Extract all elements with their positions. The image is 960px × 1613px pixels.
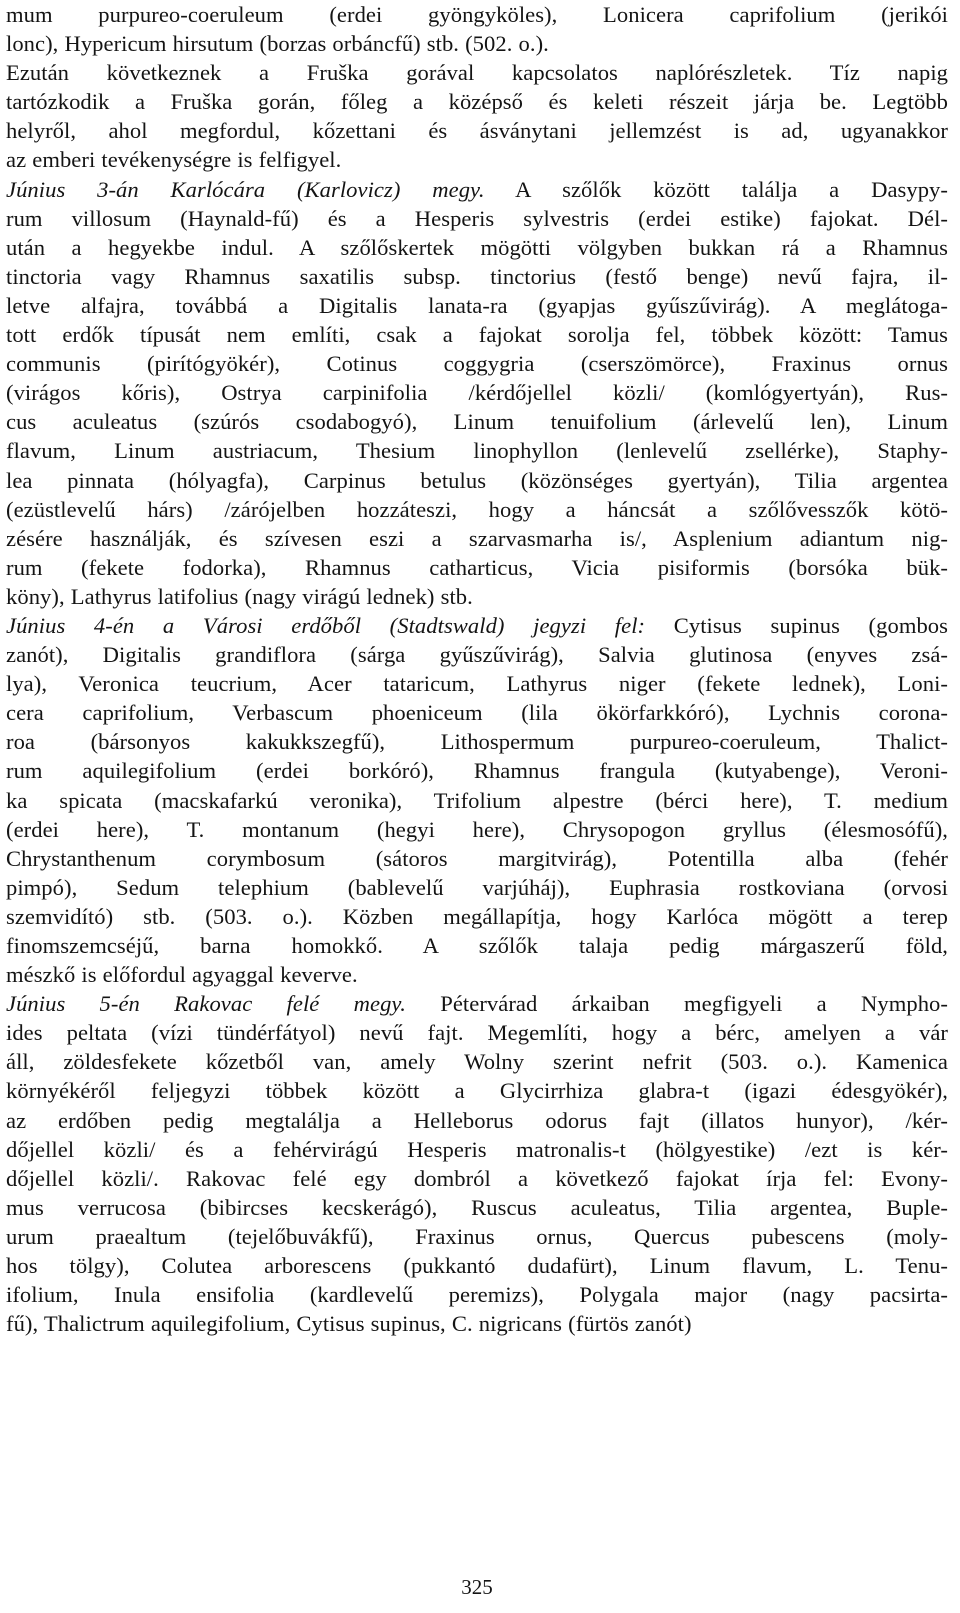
text-line <box>6 1135 948 1164</box>
text-line <box>6 436 948 465</box>
text-segment: szemvidító) stb. (503. o.). Közben megállapítja, hogy Karlóca mögött a terep <box>6 903 948 929</box>
text-line <box>6 1280 948 1309</box>
text-segment: az erdőben pedig megtalálja a Helleborus odorus fajt (illatos hunyor), /kér- <box>6 1107 948 1133</box>
text-line <box>6 669 948 698</box>
text-segment: rum villosum (Haynald-fű) és a Hesperis sylvestris (erdei estike) fajokat. Dél- <box>6 205 948 231</box>
text-line <box>6 116 948 145</box>
text-segment: zanót), Digitalis grandiflora (sárga gyűszűvirág), Salvia glutinosa (enyves zsá- <box>6 642 948 668</box>
text-line <box>6 29 948 58</box>
text-segment: Pétervárad árkaiban megfigyeli a Nympho- <box>405 991 948 1017</box>
text-segment: (virágos kőris), Ostrya carpinifolia /kérdőjellel közli/ (komlógyertyán), Rus- <box>6 380 948 406</box>
text-line <box>6 582 948 611</box>
text-segment: zésére használják, és szívesen eszi a szarvasmarha is/, Asplenium adiantum nig- <box>6 525 948 551</box>
text-line <box>6 291 948 320</box>
document-page <box>6 0 948 1613</box>
text-line <box>6 262 948 291</box>
text-segment: A szőlők között találja a Dasypy- <box>484 176 948 202</box>
paragraph <box>6 0 948 58</box>
text-segment: dőjellel közli/. Rakovac felé egy dombról a következő fajokat írja fel: Evony- <box>6 1165 948 1191</box>
text-line <box>6 87 948 116</box>
text-segment: lonc), Hypericum hirsutum (borzas orbáncfű) stb. (502. o.). <box>6 31 549 57</box>
text-segment: áll, zöldesfekete kőzetből van, amely Wolny szerint nefrit (503. o.). Kamenica <box>6 1049 948 1075</box>
text-segment: tartózkodik a Fruška gorán, főleg a középső és keleti részeit járja be. Legtöbb <box>6 89 948 115</box>
text-line <box>6 756 948 785</box>
text-segment: lya), Veronica teucrium, Acer tataricum, Lathyrus niger (fekete lednek), Loni- <box>6 671 948 697</box>
text-segment: lea pinnata (hólyagfa), Carpinus betulus (közönséges gyertyán), Tilia argentea <box>6 467 948 493</box>
text-line <box>6 0 948 29</box>
text-line <box>6 349 948 378</box>
text-segment: fű), Thalictrum aquilegifolium, Cytisus supinus, C. nigricans (fürtös zanót) <box>6 1311 692 1337</box>
italic-entry-heading: Június 5-én Rakovac felé megy. <box>6 991 406 1017</box>
page-number: 325 <box>461 1575 493 1599</box>
body-text <box>6 0 948 1338</box>
text-line <box>6 495 948 524</box>
text-line <box>6 873 948 902</box>
text-line <box>6 1076 948 1105</box>
paragraph <box>6 611 948 989</box>
text-segment: tinctoria vagy Rhamnus saxatilis subsp. tinctorius (festő benge) nevű fajra, il- <box>6 263 948 289</box>
text-line <box>6 844 948 873</box>
text-line <box>6 786 948 815</box>
text-line <box>6 58 948 87</box>
text-segment: Cytisus supinus (gombos <box>645 612 948 638</box>
text-segment: ifolium, Inula ensifolia (kardlevelű peremizs), Polygala major (nagy pacsirta- <box>6 1282 948 1308</box>
text-segment: rum aquilegifolium (erdei borkóró), Rhamnus frangula (kutyabenge), Veroni- <box>6 758 948 784</box>
text-segment: rum (fekete fodorka), Rhamnus catharticus, Vicia pisiformis (borsóka bük- <box>6 554 948 580</box>
italic-entry-heading: Június 3-án Karlócára (Karlovicz) megy. <box>6 176 485 202</box>
text-line <box>6 1222 948 1251</box>
text-line <box>6 407 948 436</box>
text-line <box>6 698 948 727</box>
text-line <box>6 1193 948 1222</box>
text-line <box>6 233 948 262</box>
text-line <box>6 320 948 349</box>
text-segment: ka spicata (macskafarkú veronika), Trifolium alpestre (bérci here), T. medium <box>6 787 948 813</box>
text-line <box>6 378 948 407</box>
text-segment: flavum, Linum austriacum, Thesium linophyllon (lenlevelű zsellérke), Staphy- <box>6 438 948 464</box>
text-line <box>6 1309 948 1338</box>
text-segment: tott erdők típusát nem említi, csak a fajokat sorolja fel, többek között: Tamus <box>6 322 948 348</box>
text-segment: urum praealtum (tejelőbuvákfű), Fraxinus ornus, Quercus pubescens (moly- <box>6 1223 948 1249</box>
text-segment: helyről, ahol megfordul, kőzettani és ásványtani jellemzést is ad, ugyanakkor <box>6 118 948 144</box>
text-segment: hos tölgy), Colutea arborescens (pukkantó dudafürt), Linum flavum, L. Tenu- <box>6 1253 948 1279</box>
text-segment: Ezután következnek a Fruška gorával kapcsolatos naplórészletek. Tíz napig <box>6 60 948 86</box>
text-line <box>6 1251 948 1280</box>
text-segment: ides peltata (vízi tündérfátyol) nevű fajt. Megemlíti, hogy a bérc, amelyen a vár <box>6 1020 948 1046</box>
text-line <box>6 902 948 931</box>
text-line <box>6 1018 948 1047</box>
text-segment: mum purpureo-coeruleum (erdei gyöngyköles), Lonicera caprifolium (jerikói <box>6 2 948 27</box>
text-segment: (ezüstlevelű hárs) /zárójelben hozzáteszi, hogy a háncsát a szőlővesszők kötö- <box>6 496 948 522</box>
paragraph <box>6 58 948 174</box>
text-line <box>6 1164 948 1193</box>
text-line <box>6 175 948 204</box>
text-segment: roa (bársonyos kakukkszegfű), Lithospermum purpureo-coeruleum, Thalict- <box>6 729 948 755</box>
paragraph <box>6 175 948 611</box>
italic-entry-heading: Június 4-én a Városi erdőből (Stadtswald) jegyzi fel: <box>6 612 646 638</box>
text-segment: cera caprifolium, Verbascum phoeniceum (lila ökörfarkkóró), Lychnis corona- <box>6 700 948 726</box>
text-line <box>6 1047 948 1076</box>
text-line <box>6 466 948 495</box>
text-line <box>6 553 948 582</box>
text-line <box>6 524 948 553</box>
text-line <box>6 611 948 640</box>
text-segment: köny), Lathyrus latifolius (nagy virágú lednek) stb. <box>6 583 473 609</box>
text-line <box>6 145 948 174</box>
text-line <box>6 960 948 989</box>
text-segment: dőjellel közli/ és a fehérvirágú Hesperis matronalis-t (hölgyestike) /ezt is kér- <box>6 1136 948 1162</box>
text-line <box>6 1106 948 1135</box>
text-line <box>6 931 948 960</box>
text-segment: mészkő is előfordul agyaggal keverve. <box>6 962 358 988</box>
text-line <box>6 989 948 1018</box>
text-segment: communis (pirítógyökér), Cotinus coggygria (cserszömörce), Fraxinus ornus <box>6 351 948 377</box>
text-segment: mus verrucosa (bibircses kecskerágó), Ruscus aculeatus, Tilia argentea, Buple- <box>6 1194 948 1220</box>
text-segment: finomszemcséjű, barna homokkő. A szőlők talaja pedig márgaszerű föld, <box>6 933 948 958</box>
text-segment: az emberi tevékenységre is felfigyel. <box>6 147 342 173</box>
text-segment: Chrystanthenum corymbosum (sátoros margitvirág), Potentilla alba (fehér <box>6 845 948 871</box>
text-line <box>6 815 948 844</box>
text-segment: környékéről feljegyzi többek között a Glycirrhiza glabra-t (igazi édesgyökér), <box>6 1078 948 1104</box>
text-segment: után a hegyekbe indul. A szőlőskertek mögötti völgyben bukkan rá a Rhamnus <box>6 234 948 260</box>
text-line <box>6 204 948 233</box>
text-line <box>6 640 948 669</box>
text-segment: pimpó), Sedum telephium (bablevelű varjúháj), Euphrasia rostkoviana (orvosi <box>6 874 948 900</box>
text-segment: letve alfajra, továbbá a Digitalis lanata-ra (gyapjas gyűszűvirág). A meglátoga- <box>6 292 948 318</box>
text-segment: cus aculeatus (szúrós csodabogyó), Linum tenuifolium (árlevelű len), Linum <box>6 409 948 435</box>
paragraph <box>6 989 948 1338</box>
text-segment: (erdei here), T. montanum (hegyi here), Chrysopogon gryllus (élesmosófű), <box>6 816 948 842</box>
text-line <box>6 727 948 756</box>
